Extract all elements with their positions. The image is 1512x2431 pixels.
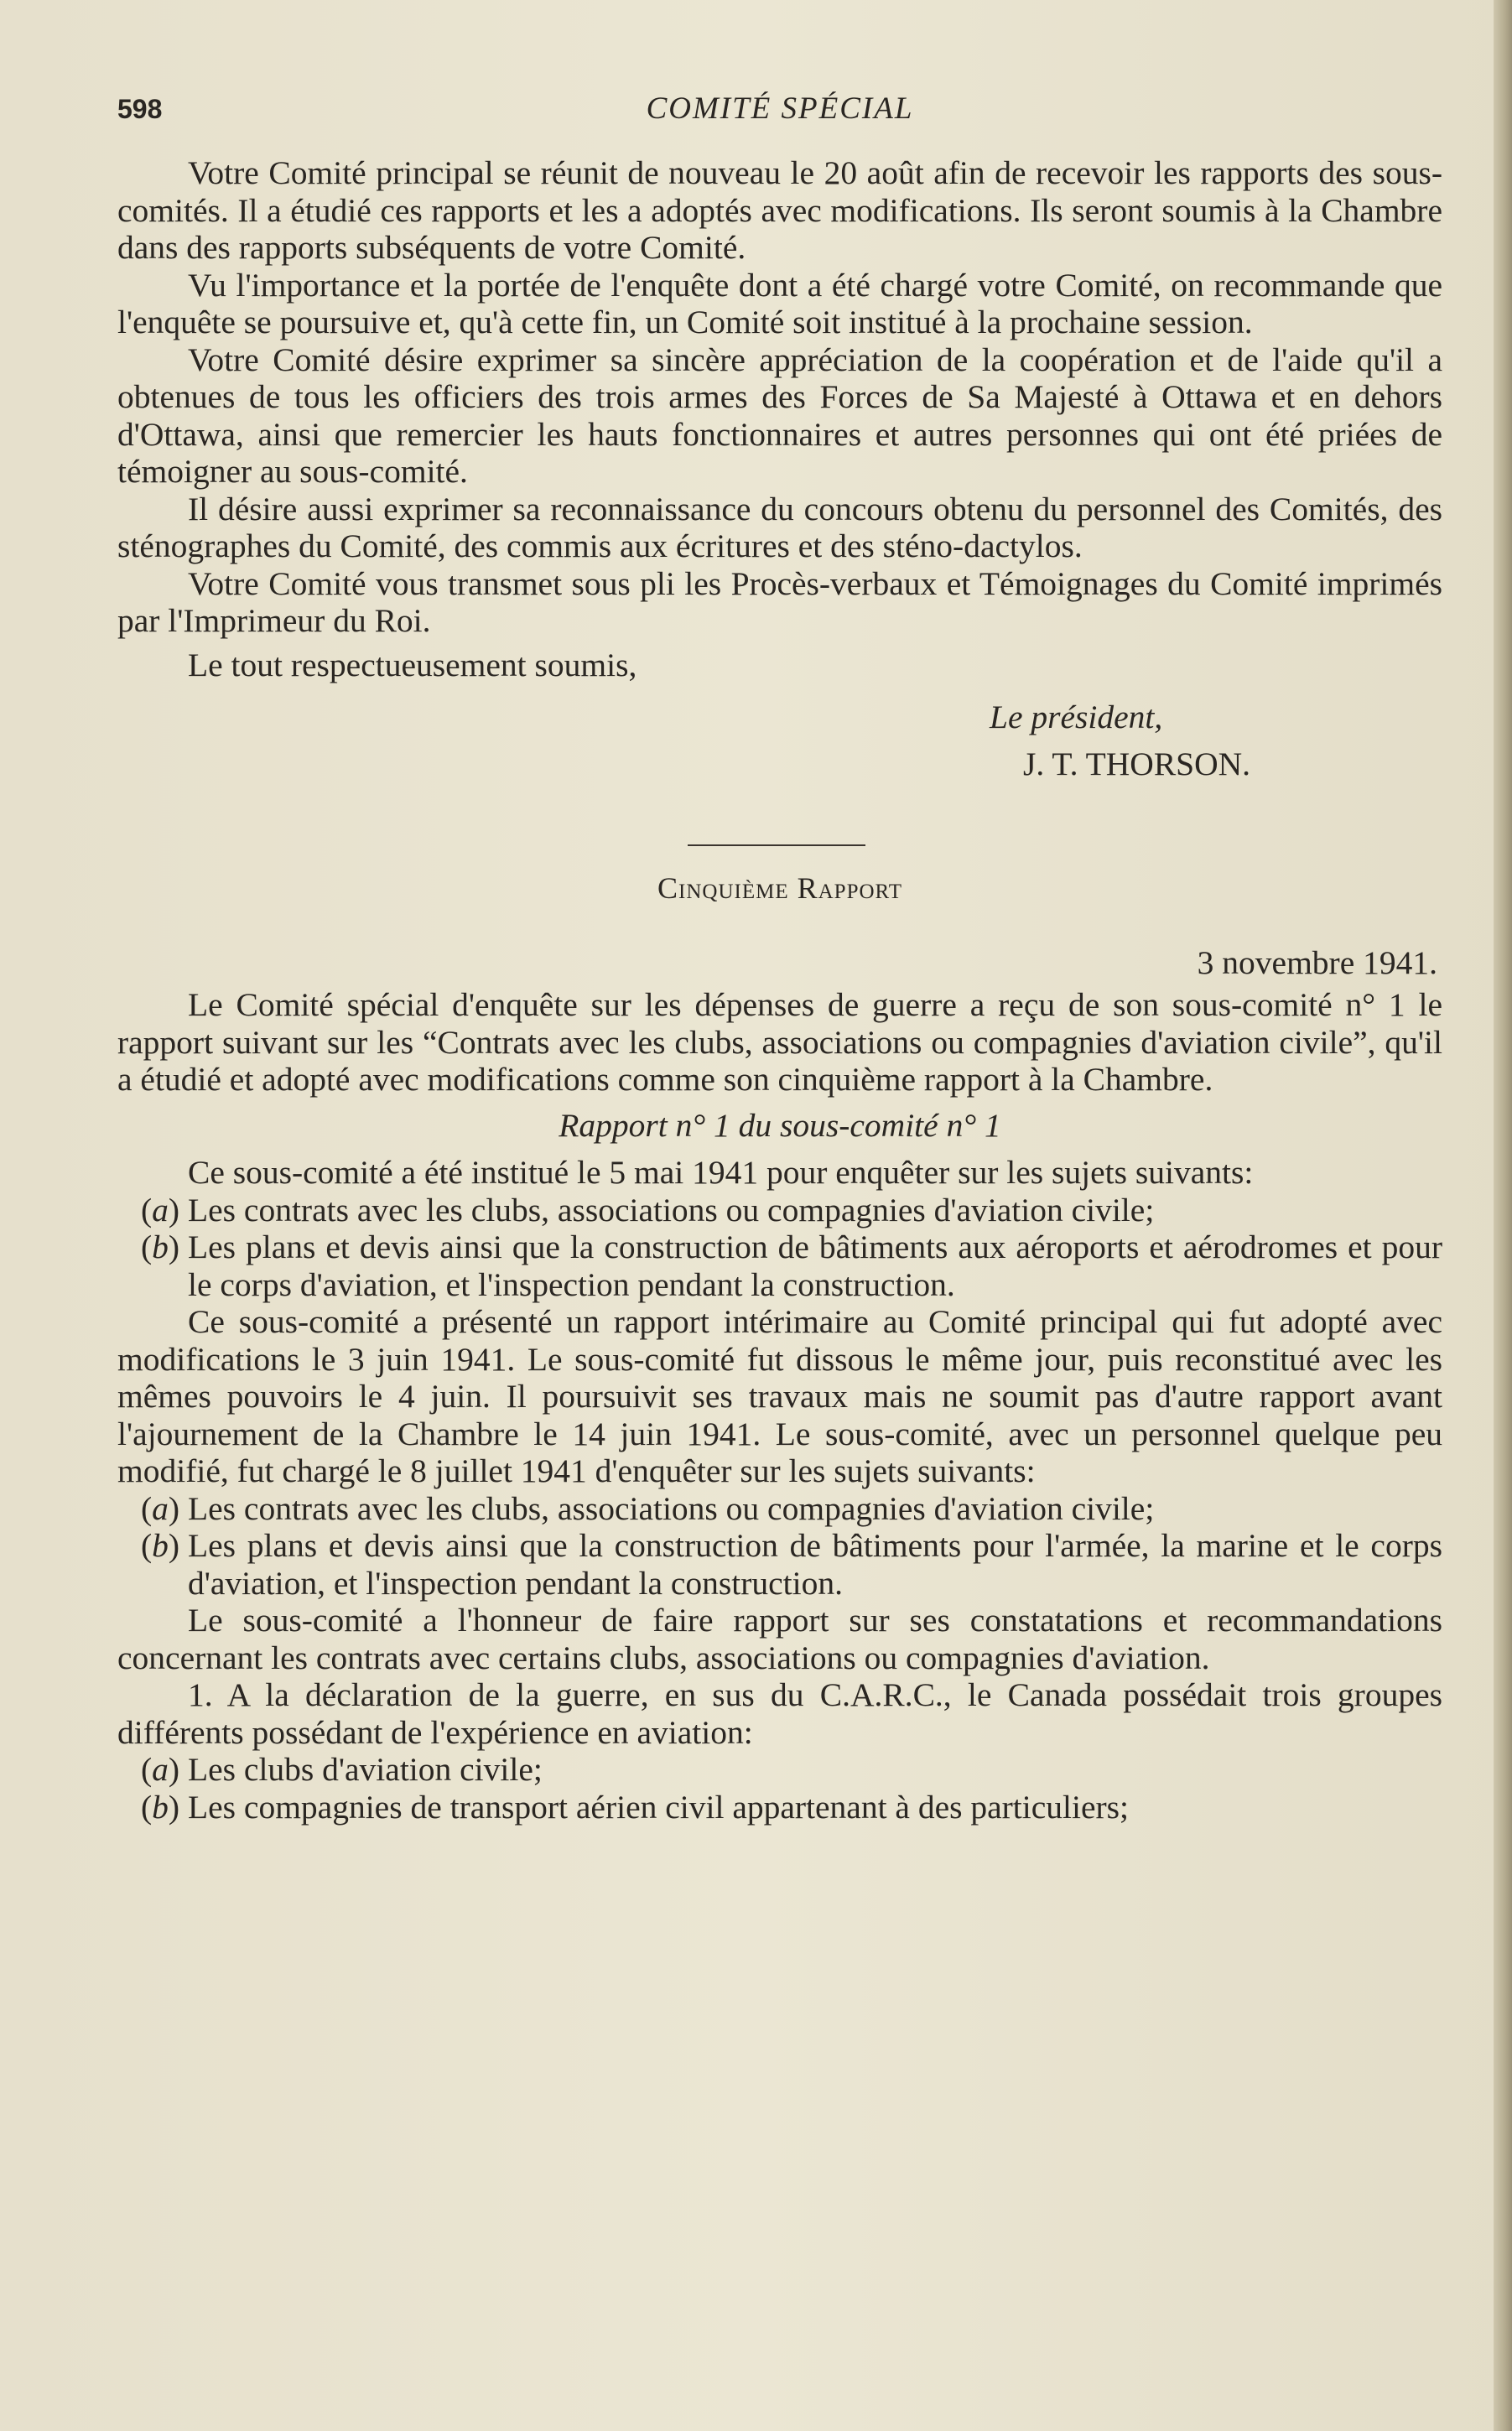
list-item-label: a [152, 1489, 169, 1527]
list-item: (b) Les plans et devis ainsi que la construction de bâtiments pour l'armée, la marine et le corps d'aviation, et l'inspection pendant la construction. [140, 1527, 1442, 1602]
section-divider [688, 844, 865, 846]
paragraph-interimaire: Ce sous-comité a présenté un rapport intérimaire au Comité principal qui fut adopté avec modifications le 3 juin 1941. Le sous-comité fut dissous le même jour, puis reconstitué avec les mêmes pouvoirs le 4 juin. Il poursuivit ses travaux mais ne soumit pas d'autre rapport avant l'ajournement de la Chambre le 14 juin 1941. Le sous-comité, avec un personnel quelque peu modifié, fut chargé le 8 juillet 1941 d'enquêter sur les sujets suivants: [117, 1303, 1442, 1489]
document-body [117, 154, 1442, 1826]
page-header [117, 91, 1442, 138]
list-item-text: Les plans et devis ainsi que la construction de bâtiments pour l'armée, la marine et le corps d'aviation, et l'inspection pendant la construction. [188, 1527, 1442, 1602]
list-item-label: a [152, 1751, 169, 1788]
list-item: (b) Les compagnies de transport aérien civil appartenant à des particuliers; [117, 1789, 1442, 1826]
list-item-label: a [152, 1191, 169, 1228]
list-item-text: Les clubs d'aviation civile; [188, 1751, 543, 1788]
signature-title: Le président, [990, 699, 1163, 735]
list-item-text: Les contrats avec les clubs, associations ou compagnies d'aviation civile; [188, 1489, 1155, 1527]
paragraph-soumis: Le tout respectueusement soumis, [188, 646, 637, 683]
paragraph-declaration-guerre: 1. A la déclaration de la guerre, en sus du C.A.R.C., le Canada possédait trois groupes différents possédant de l'expérience en aviation: [117, 1676, 1442, 1751]
report-date: 3 novembre 1941. [1197, 943, 1437, 981]
page-edge [1494, 0, 1512, 2431]
report-heading: Cinquième Rapport [657, 871, 902, 905]
paragraph-institue: Ce sous-comité a été institué le 5 mai 1941 pour enquêter sur les sujets suivants: [188, 1154, 1254, 1191]
list-item: (a) Les clubs d'aviation civile; [117, 1751, 1442, 1789]
list-item-text: Les contrats avec les clubs, associations ou compagnies d'aviation civile; [188, 1191, 1155, 1228]
signature-block [117, 699, 1442, 794]
list-item: (a) Les contrats avec les clubs, associations ou compagnies d'aviation civile; [117, 1192, 1442, 1229]
report-subheading: Rapport n° 1 du sous-comité n° 1 [559, 1106, 1001, 1144]
paragraph-comite-principal: Votre Comité principal se réunit de nouveau le 20 août afin de recevoir les rapports des sous-comités. Il a étudié ces rapports et les a adoptés avec modifications. Ils seront soumis à la Chambre dans des rapports subséquents de votre Comité. [117, 154, 1442, 266]
list-item-text: Les compagnies de transport aérien civil appartenant à des particuliers; [188, 1788, 1130, 1826]
list-item: (a) Les contrats avec les clubs, associations ou compagnies d'aviation civile; [117, 1490, 1442, 1528]
signature-name: J. T. THORSON. [1023, 745, 1251, 782]
list-item-label: b [152, 1527, 169, 1564]
paragraph-transmission: Votre Comité vous transmet sous pli les Procès-verbaux et Témoignages du Comité imprimés par l'Imprimeur du Roi. [117, 564, 1442, 639]
paragraph-importance: Vu l'importance et la portée de l'enquête dont a été chargé votre Comité, on recommande que l'enquête se poursuive et, qu'à cette fin, un Comité soit institué à la prochaine session. [117, 266, 1442, 340]
paragraph-appreciation: Votre Comité désire exprimer sa sincère appréciation de la coopération et de l'aide qu'il a obtenues de tous les officiers des trois armes des Forces de Sa Majesté à Ottawa et en dehors d'Ottawa, ainsi que remercier les hauts fonctionnaires et autres personnes qui ont été priées de témoigner au sous-comité. [117, 340, 1442, 490]
paragraph-report-intro: Le Comité spécial d'enquête sur les dépenses de guerre a reçu de son sous-comité n° 1 le rapport suivant sur les “Contrats avec les clubs, associations ou compagnies d'aviation civile”, qu'il a étudié et adopté avec modifications comme son cinquième rapport à la Chambre. [117, 986, 1442, 1098]
page-number: 598 [117, 94, 163, 124]
list-item-text: Les plans et devis ainsi que la construction de bâtiments aux aéroports et aérodromes et pour le corps d'aviation, et l'inspection pendant la construction. [188, 1228, 1442, 1303]
list-item-label: b [152, 1228, 169, 1265]
running-title: COMITÉ SPÉCIAL [646, 91, 914, 126]
list-item-label: b [152, 1788, 169, 1826]
list-item: (b) Les plans et devis ainsi que la construction de bâtiments aux aéroports et aérodromes et pour le corps d'aviation, et l'inspection pendant la construction. [140, 1228, 1442, 1303]
paragraph-honneur: Le sous-comité a l'honneur de faire rapport sur ses constatations et recommandations concernant les contrats avec certains clubs, associations ou compagnies d'aviation. [117, 1602, 1442, 1676]
paragraph-reconnaissance: Il désire aussi exprimer sa reconnaissance du concours obtenu du personnel des Comités, des sténographes du Comité, des commis aux écritures et des sténo-dactylos. [117, 490, 1442, 564]
